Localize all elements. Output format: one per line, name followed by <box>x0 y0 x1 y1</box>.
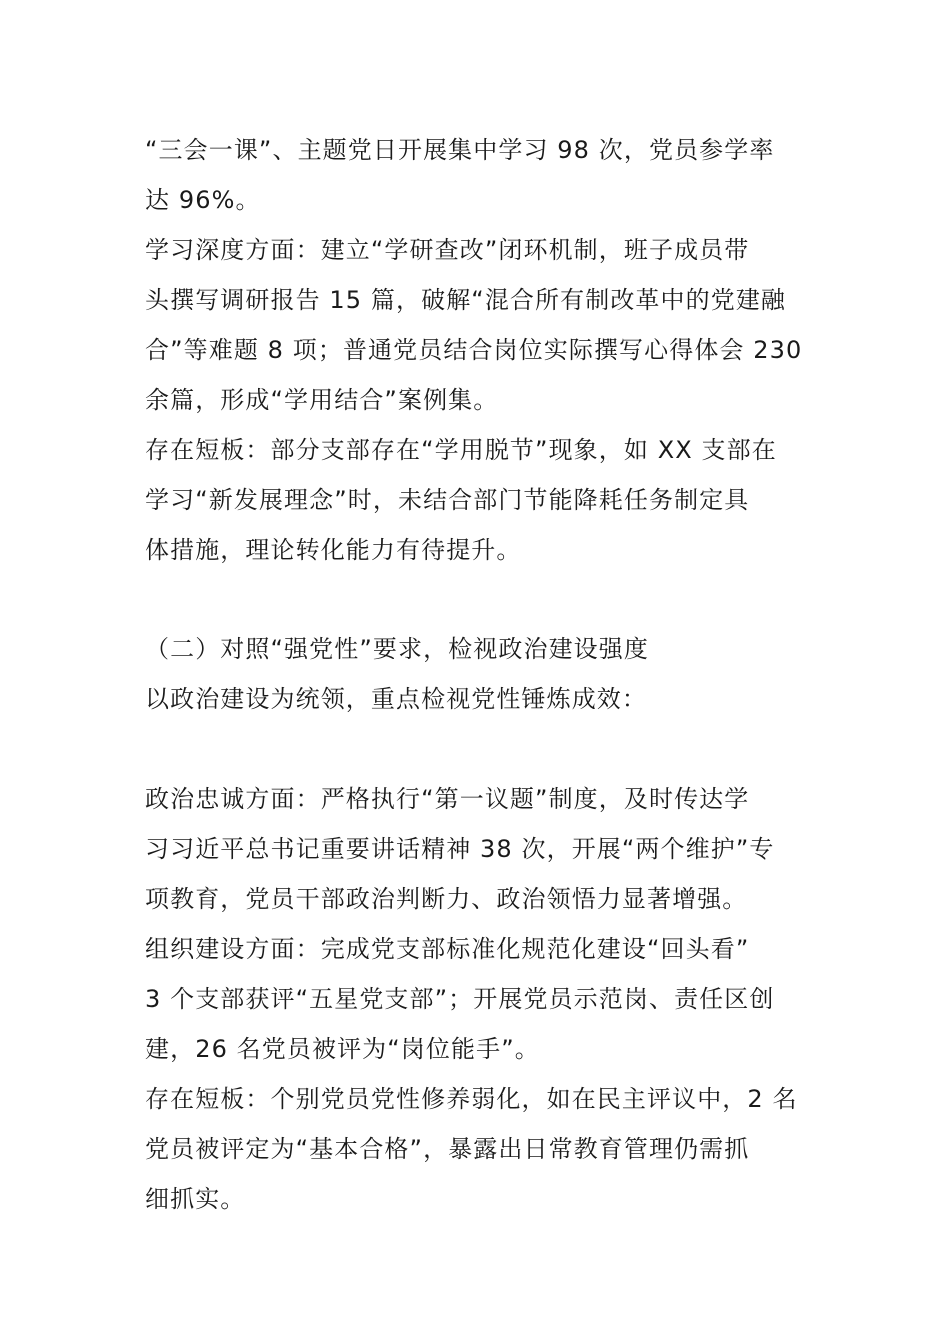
text-line: 达 96%。 <box>145 186 261 214</box>
text-line: 学习深度方面：建立“学研查改”闭环机制，班子成员带 <box>145 236 750 264</box>
text-line: 体措施，理论转化能力有待提升。 <box>145 536 522 564</box>
text-line: 头撰写调研报告 15 篇，破解“混合所有制改革中的党建融 <box>145 286 787 314</box>
text-line: 党员被评定为“基本合格”，暴露出日常教育管理仍需抓 <box>145 1135 750 1163</box>
text-line: 存在短板：部分支部存在“学用脱节”现象，如 XX 支部在 <box>145 436 777 464</box>
text-line: 项教育，党员干部政治判断力、政治领悟力显著增强。 <box>145 885 748 913</box>
text-line: 政治忠诚方面：严格执行“第一议题”制度，及时传达学 <box>145 785 750 813</box>
text-line: 以政治建设为统领，重点检视党性锤炼成效： <box>145 685 647 713</box>
text-line: “三会一课”、主题党日开展集中学习 98 次，党员参学率 <box>145 136 775 164</box>
text-line: 细抓实。 <box>145 1185 246 1213</box>
text-line: 建，26 名党员被评为“岗位能手”。 <box>145 1035 540 1063</box>
text-line: 合”等难题 8 项；普通党员结合岗位实际撰写心得体会 230 <box>145 336 803 364</box>
section-heading: （二）对照“强党性”要求，检视政治建设强度 <box>145 635 649 663</box>
text-line: 余篇，形成“学用结合”案例集。 <box>145 386 499 414</box>
text-line: 3 个支部获评“五星党支部”；开展党员示范岗、责任区创 <box>145 985 775 1013</box>
text-line: 习习近平总书记重要讲话精神 38 次，开展“两个维护”专 <box>145 835 775 863</box>
text-line: 存在短板：个别党员党性修养弱化，如在民主评议中，2 名 <box>145 1085 798 1113</box>
text-line: 组织建设方面：完成党支部标准化规范化建设“回头看” <box>145 935 750 963</box>
text-line: 学习“新发展理念”时，未结合部门节能降耗任务制定具 <box>145 486 750 514</box>
